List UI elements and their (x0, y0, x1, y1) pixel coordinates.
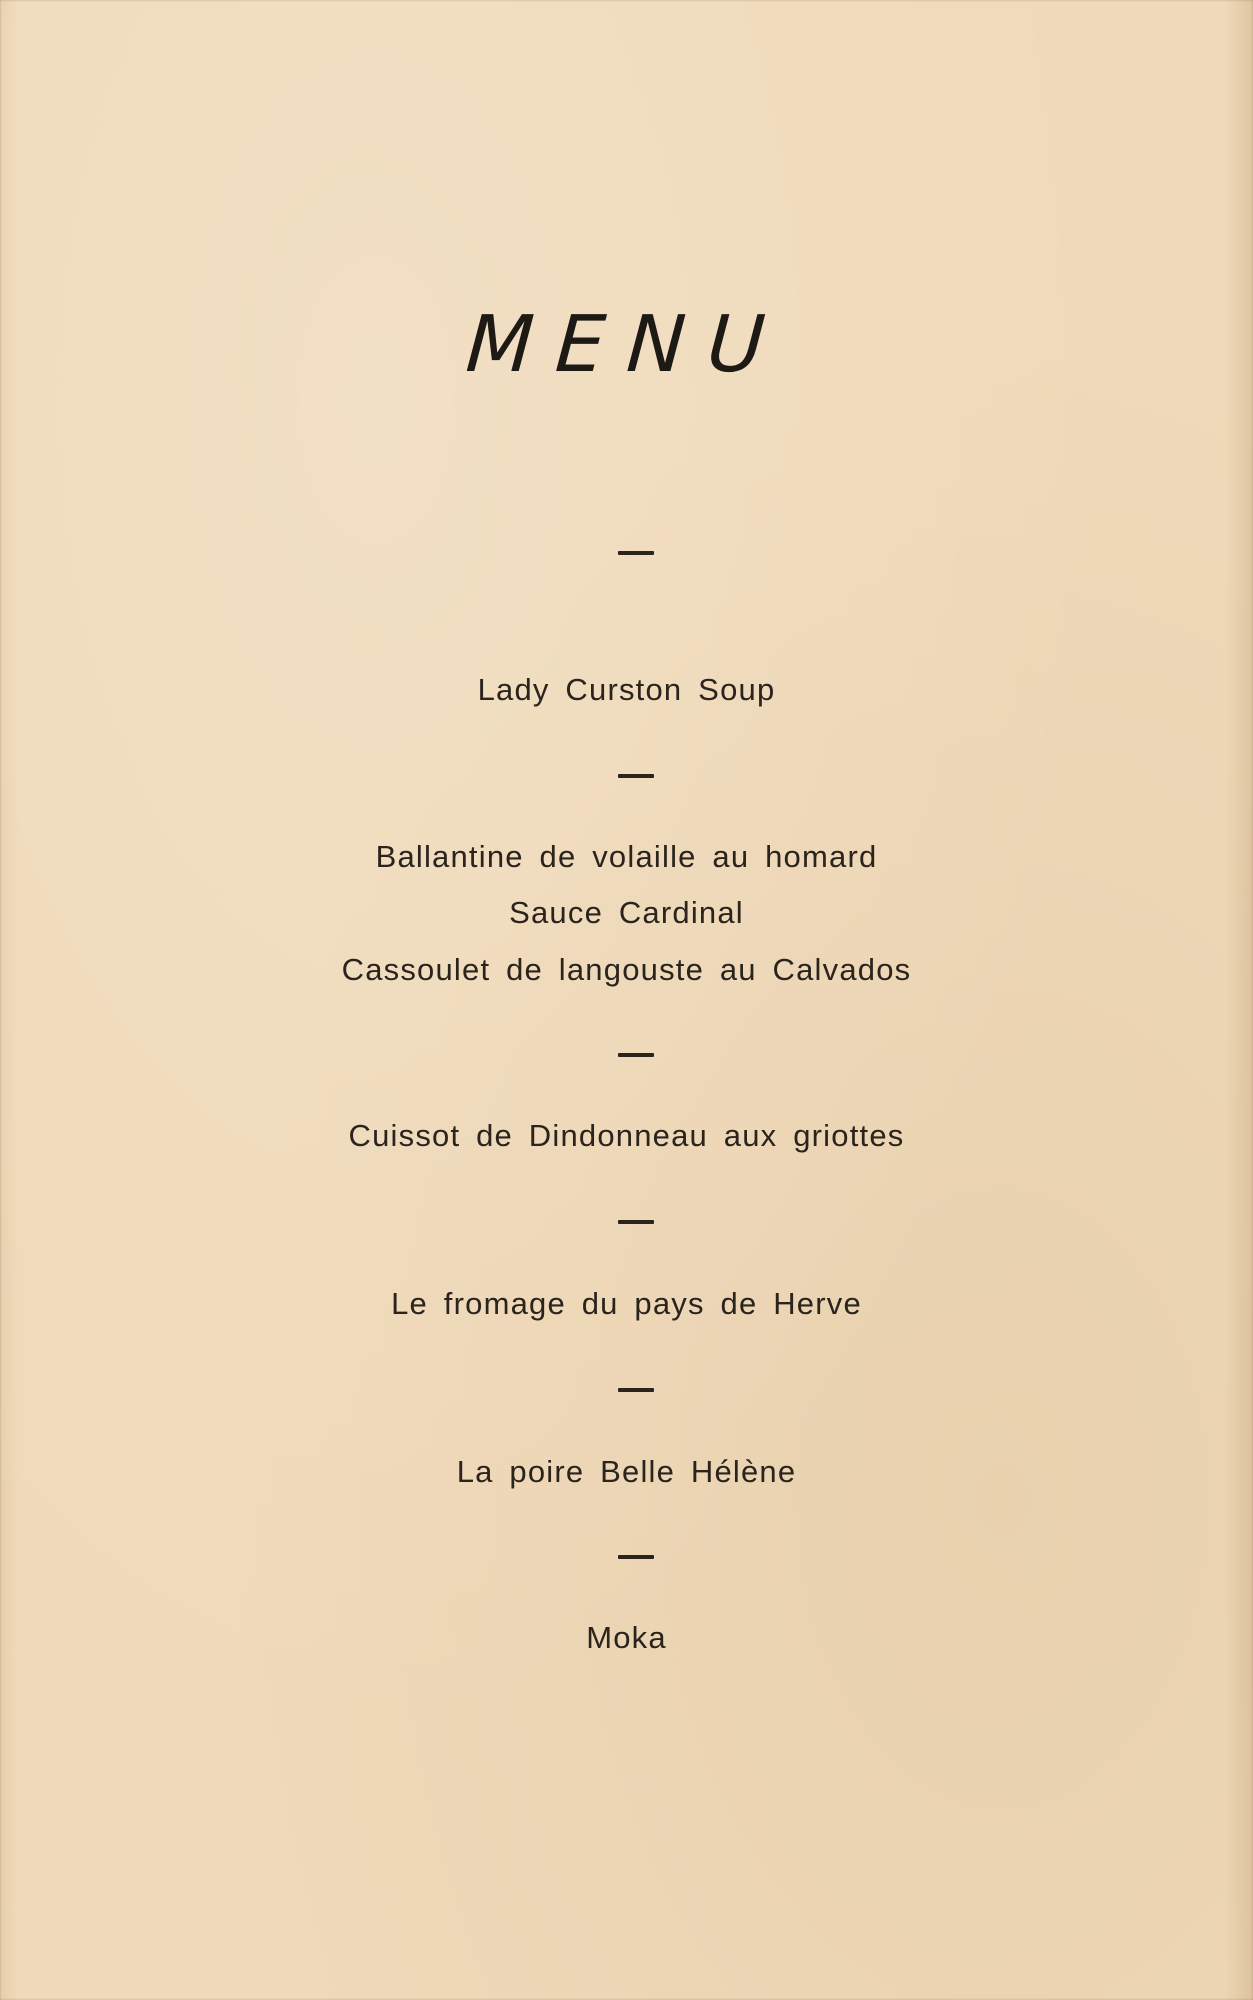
separator-dash (618, 774, 654, 778)
separator-dash (618, 551, 654, 555)
separator-dash (618, 1053, 654, 1057)
menu-title: MENU (463, 300, 790, 390)
separator-dash (618, 1220, 654, 1224)
course-fish-line-2: Sauce Cardinal (509, 895, 744, 930)
separator-dash (618, 1555, 654, 1559)
course-coffee: Moka (586, 1620, 667, 1655)
course-dessert: La poire Belle Hélène (456, 1454, 797, 1489)
course-soup: Lady Curston Soup (477, 672, 776, 707)
course-fish-line-1: Ballantine de volaille au homard (375, 839, 878, 874)
course-fish-line-3: Cassoulet de langouste au Calvados (341, 952, 912, 987)
course-cheese: Le fromage du pays de Herve (391, 1286, 862, 1321)
separator-dash (618, 1388, 654, 1392)
course-main: Cuissot de Dindonneau aux griottes (348, 1118, 905, 1153)
